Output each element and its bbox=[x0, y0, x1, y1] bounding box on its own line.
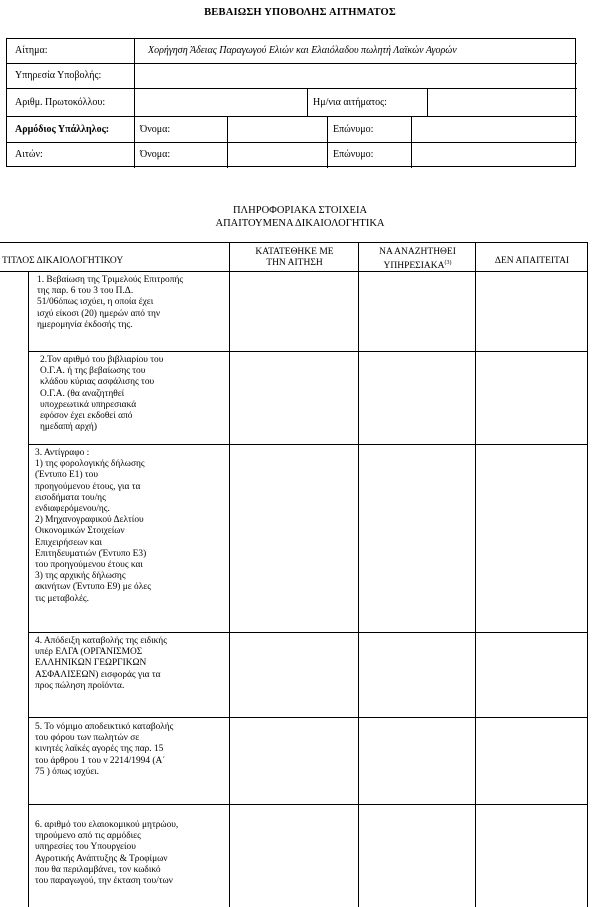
form-divider bbox=[307, 88, 308, 116]
column-header-search-text: ΝΑ ΑΝΑΖΗΤΗΘΕΙ ΥΠΗΡΕΣΙΑΚΑ bbox=[379, 247, 456, 272]
column-header-search-footnote: (3) bbox=[444, 260, 452, 266]
officer-first-name-field[interactable] bbox=[228, 117, 326, 142]
applicant-first-name-field[interactable] bbox=[228, 143, 326, 167]
document-row-1: 1. Βεβαίωση της Τριμελούς Επιτροπής της παρ. 6 του 3 του Π.Δ. 51/06όπως ισχύει, η οποία έχει ισχύ είκοσι (20) ημερών από την ημερομηνία έκδοσής της. bbox=[37, 275, 184, 330]
column-header-title: ΤΙΤΛΟΣ ΔΙΚΑΙΟΛΟΓΗΤΙΚΟΥ bbox=[2, 256, 124, 266]
applicant-label: Αιτών: bbox=[15, 149, 43, 160]
service-field[interactable] bbox=[135, 64, 576, 88]
request-label: Αίτημα: bbox=[15, 45, 48, 56]
request-date-label: Ημ/νια αιτήματος: bbox=[313, 97, 387, 108]
request-date-field[interactable] bbox=[428, 89, 576, 116]
document-row-3: 3. Αντίγραφο : 1) της φορολογικής δήλωσης (Έντυπο Ε1) του προηγούμενου έτους, για τα εισοδήματα του/ης ενδιαφερόμενου/ης. 2) Μηχανογραφικού Δελτίου Οικονομικών Στοιχείων Επιχειρήσεων και Επιτηδευματιών (Έντυπο Ε3) του προηγούμενου έτους και 3) της αρχικής δήλωσης ακινήτων (Έντυπο Ε9) με όλες τις μεταβολές. bbox=[35, 448, 151, 604]
document-title: ΒΕΒΑΙΩΣΗ ΥΠΟΒΟΛΗΣ ΑΙΤΗΜΑΤΟΣ bbox=[204, 7, 396, 18]
section-title: ΠΛΗΡΟΦΟΡΙΑΚΑ ΣΤΟΙΧΕΙΑ bbox=[232, 205, 368, 216]
protocol-field[interactable] bbox=[135, 89, 306, 116]
applicant-last-name-field[interactable] bbox=[412, 143, 576, 167]
submission-form bbox=[6, 38, 576, 167]
protocol-label: Αριθμ. Πρωτοκόλλου: bbox=[15, 97, 106, 108]
column-header-submitted: ΚΑΤΑΤΕΘΗΚΕ ΜΕ ΤΗΝ ΑΙΤΗΣΗ bbox=[255, 247, 334, 268]
service-label: Υπηρεσία Υποβολής: bbox=[15, 70, 102, 81]
applicant-last-name-label: Επώνυμο: bbox=[333, 149, 374, 160]
applicant-first-name-label: Όνομα: bbox=[140, 149, 171, 160]
officer-last-name-label: Επώνυμο: bbox=[333, 124, 374, 135]
column-header-not-required: ΔΕΝ ΑΠΑΙΤΕΙΤΑΙ bbox=[494, 256, 570, 266]
officer-label: Αρμόδιος Υπάλληλος: bbox=[15, 124, 110, 135]
document-row-5: 5. Το νόμιμο αποδεικτικό καταβολής του φόρου των πωλητών σε κινητές λαϊκές αγορές της παρ. 15 του άρθρου 1 του ν 2214/1994 (Α΄ 75 ) όπως ισχύει. bbox=[35, 722, 174, 777]
officer-first-name-label: Όνομα: bbox=[140, 124, 171, 135]
column-header-search bbox=[360, 247, 475, 272]
section-subtitle: ΑΠΑΙΤΟΥΜΕΝΑ ΔΙΚΑΙΟΛΟΓΗΤΙΚΑ bbox=[215, 218, 385, 229]
request-value: Χορήγηση Άδειας Παραγωγού Ελιών και Ελαιόλαδου πωλητή Λαϊκών Αγορών bbox=[148, 45, 457, 56]
document-row-2: 2.Τον αριθμό του βιβλιαρίου του Ο.Γ.Α. ή της βεβαίωσης του κλάδου κύριας ασφάλισης του Ο.Γ.Α. (θα αναζητηθεί υποχρεωτικά υπηρεσιακά εφόσον έχει εκδοθεί από ημεδαπή αρχή) bbox=[40, 355, 164, 433]
document-row-6: 6. αριθμό του ελαιοκομικού μητρώου, τηρούμενο από τις αρμόδιες υπηρεσίες του Υπουργείου Αγροτικής Ανάπτυξης & Τροφίμων που θα περιλαμβάνει, τον κωδικό του παραγωγού, την έκταση του/των bbox=[35, 820, 179, 887]
document-row-4: 4. Απόδειξη καταβολής της ειδικής υπέρ ΕΛΓΑ (ΟΡΓΑΝΙΣΜΟΣ ΕΛΛΗΝΙΚΩΝ ΓΕΩΡΓΙΚΩΝ ΑΣΦΑΛΙΣΕΩΝ) εισφοράς για τα προς πώληση προϊόντα. bbox=[35, 636, 167, 691]
form-divider bbox=[327, 116, 328, 168]
officer-last-name-field[interactable] bbox=[412, 117, 576, 142]
